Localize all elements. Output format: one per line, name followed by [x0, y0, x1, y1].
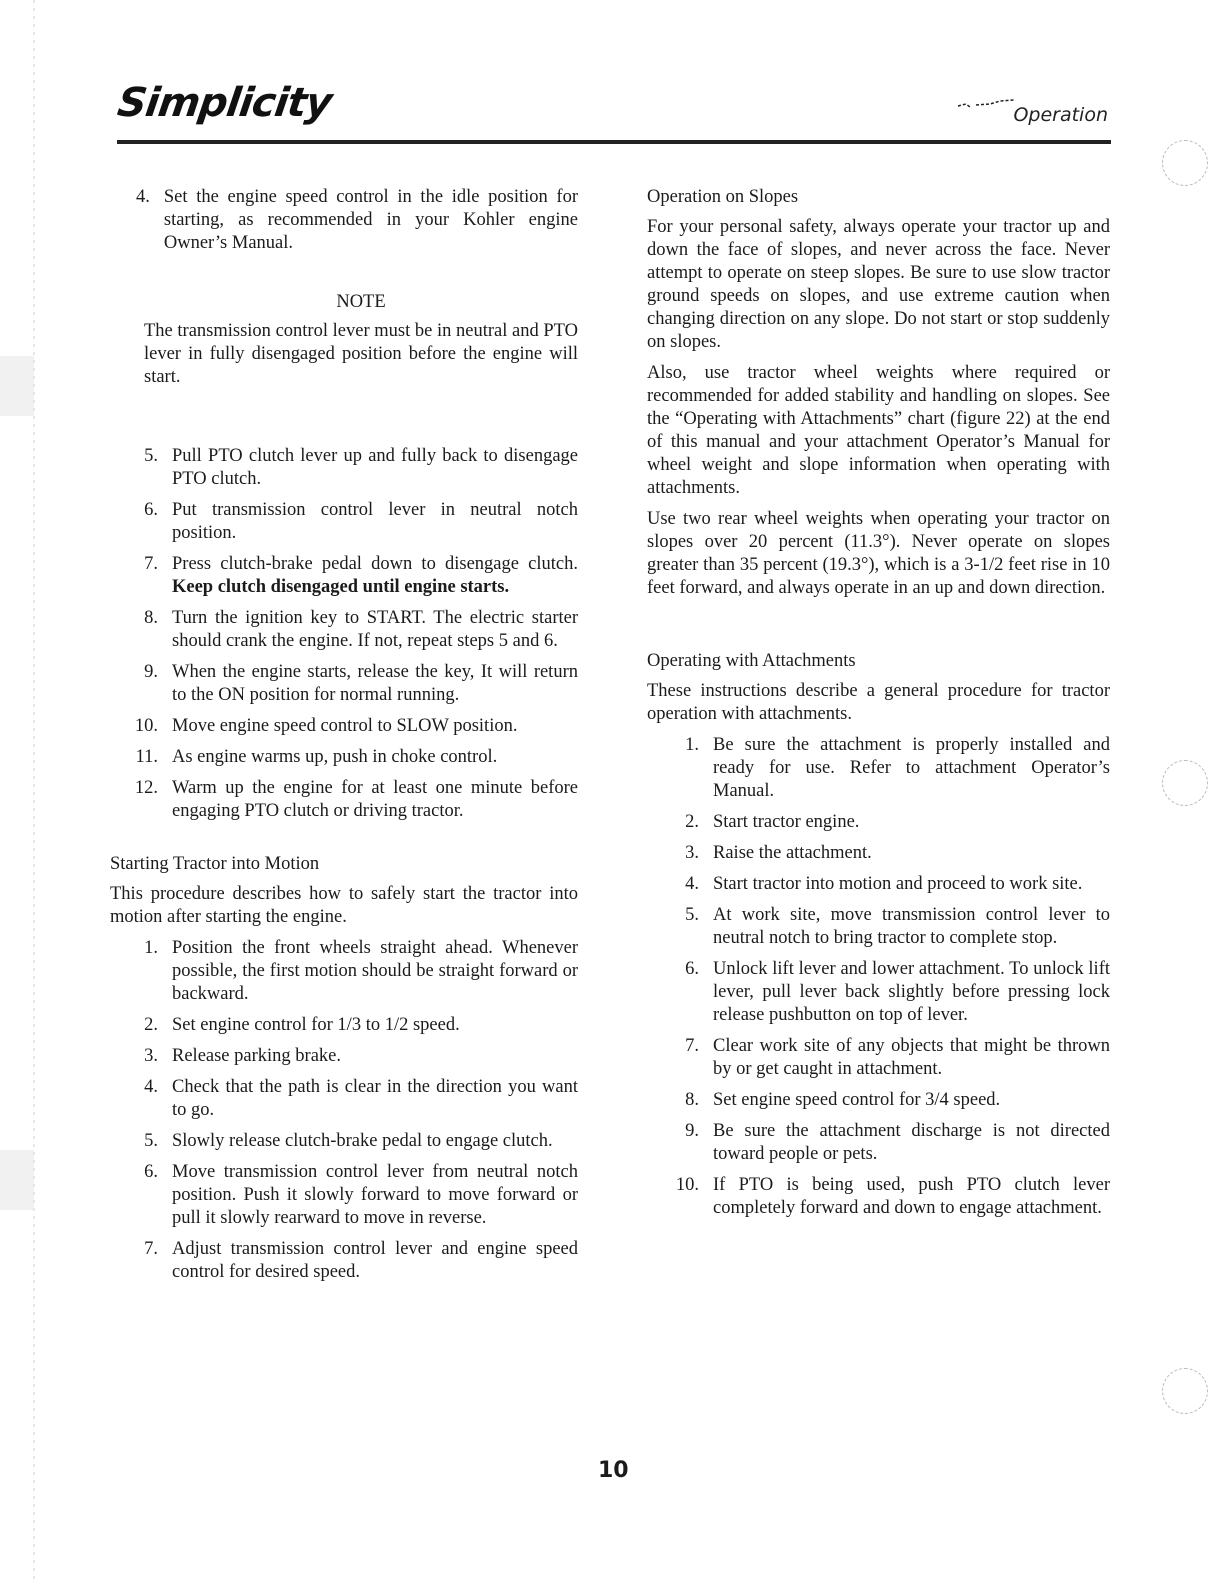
section-heading: Operating with Attachments — [647, 651, 856, 671]
item-text: Unlock lift lever and lower attachment. To unlock lift lever, pull lever back slightly before pressing lock release pushbutton on top of lever. — [713, 959, 1110, 1025]
list-item — [665, 1035, 1110, 1081]
paragraph: For your personal safety, always operate your tractor up and down the face of slopes, and never across the face. Never attempt to operate on steep slopes. Be sure to use slow tractor ground speeds on slopes, and use extreme caution when changing direction on any slope. Do not start or stop suddenly on slopes. — [647, 217, 1110, 352]
item-text: Set the engine speed control in the idle position for starting, as recommended in your Kohler engine Owner’s Manual. — [163, 187, 578, 253]
item-text: Warm up the engine for at least one minute before engaging PTO clutch or driving tractor. — [172, 778, 578, 821]
item-number: 5. — [685, 905, 699, 925]
item-number: 1. — [144, 938, 158, 958]
item-number: 4. — [136, 187, 150, 207]
note-block — [144, 291, 578, 389]
attachments-section — [647, 650, 1110, 1220]
section-heading: Operation on Slopes — [647, 187, 799, 207]
item-number: 9. — [685, 1121, 699, 1141]
hole-punch-mark-top — [1162, 140, 1208, 186]
item-number: 4. — [685, 874, 699, 894]
header-scribble-icon — [956, 98, 1016, 110]
item-number: 8. — [144, 608, 158, 628]
item-number: 9. — [144, 662, 158, 682]
item-text: When the engine starts, release the key, It will return to the ON position for normal running. — [172, 662, 578, 705]
item-text: Clear work site of any objects that might be thrown by or get caught in attachment. — [713, 1036, 1110, 1079]
list-item — [132, 499, 578, 545]
list-item — [132, 1161, 578, 1230]
list-item — [132, 1045, 578, 1068]
note-title: NOTE — [336, 292, 386, 312]
item-text: Be sure the attachment discharge is not directed toward people or pets. — [713, 1121, 1110, 1164]
list-item — [132, 937, 578, 1006]
item-number: 3. — [144, 1046, 158, 1066]
item-number: 11. — [135, 747, 158, 767]
list-item — [132, 746, 578, 769]
item-text: Start tractor engine. — [713, 812, 860, 832]
item-text: Release parking brake. — [172, 1046, 341, 1066]
item-number: 12. — [134, 778, 158, 798]
item-text-emphasis: Keep clutch disengaged until engine starts. — [172, 577, 510, 597]
item-number: 1. — [685, 735, 699, 755]
list-item — [665, 958, 1110, 1027]
paragraph: Also, use tractor wheel weights where required or recommended for added stability and handling on slopes. See the “Operating with Attachments” chart (figure 22) at the end of this manual and your attachment Operator’s Manual for wheel weight and slope information when operating with attachments. — [647, 363, 1110, 498]
item-number: 6. — [144, 1162, 158, 1182]
list-item — [132, 445, 578, 491]
list-item — [132, 553, 578, 599]
item-number: 6. — [685, 959, 699, 979]
list-item — [665, 734, 1110, 803]
motion-steps — [132, 937, 578, 1284]
list-item — [665, 873, 1110, 896]
list-item — [132, 777, 578, 823]
item-number: 2. — [685, 812, 699, 832]
section-intro: This procedure describes how to safely start the tractor into motion after starting the engine. — [110, 884, 578, 927]
item-number: 8. — [685, 1090, 699, 1110]
scan-edge-marks — [0, 0, 40, 1584]
motion-section — [110, 853, 578, 1284]
item-text: Slowly release clutch-brake pedal to engage clutch. — [172, 1131, 553, 1151]
item-text: As engine warms up, push in choke control. — [172, 747, 498, 767]
item-text-plain: Press clutch-brake pedal down to disengage clutch. — [172, 554, 578, 574]
list-item — [665, 1174, 1110, 1220]
item-number: 5. — [144, 446, 158, 466]
attachment-steps — [665, 734, 1110, 1220]
list-item — [132, 607, 578, 653]
list-item — [132, 1238, 578, 1284]
list-item — [665, 904, 1110, 950]
item-text: Position the front wheels straight ahead. Whenever possible, the first motion should be straight forward or backward. — [172, 938, 578, 1004]
item-text — [172, 553, 578, 599]
page-number: 10 — [598, 1458, 629, 1483]
section-intro: These instructions describe a general procedure for tractor operation with attachments. — [647, 681, 1110, 724]
item-text: Adjust transmission control lever and engine speed control for desired speed. — [172, 1239, 578, 1282]
item-number: 7. — [685, 1036, 699, 1056]
item-number: 7. — [144, 1239, 158, 1259]
item-number: 5. — [144, 1131, 158, 1151]
item-number: 7. — [144, 554, 158, 574]
list-item — [665, 1120, 1110, 1166]
item-text: Set engine speed control for 3/4 speed. — [713, 1090, 1001, 1110]
item-number: 10. — [675, 1175, 699, 1195]
header-rule — [117, 140, 1111, 144]
item-number: 4. — [144, 1077, 158, 1097]
paragraph: Use two rear wheel weights when operating your tractor on slopes over 20 percent (11.3°). Never operate on slopes greater than 35 percent (19.3°), which is a 3-1/2 feet rise in 10 feet forward, and always operate in an up and down direction. — [647, 509, 1110, 598]
hole-punch-mark-middle — [1162, 760, 1208, 806]
item-text: Move transmission control lever from neutral notch position. Push it slowly forward to move forward or pull it slowly rearward to move in reverse. — [172, 1162, 578, 1228]
item-text: Raise the attachment. — [713, 843, 872, 863]
section-label: Operation — [1013, 104, 1108, 126]
item-text: Start tractor into motion and proceed to work site. — [713, 874, 1083, 894]
slopes-section — [647, 186, 1110, 600]
item-text: Check that the path is clear in the direction you want to go. — [172, 1077, 578, 1120]
list-item — [136, 186, 578, 255]
item-number: 10. — [134, 716, 158, 736]
item-text: If PTO is being used, push PTO clutch lever completely forward and down to engage attachment. — [713, 1175, 1110, 1218]
item-number: 3. — [685, 843, 699, 863]
item-number: 2. — [144, 1015, 158, 1035]
item-text: Turn the ignition key to START. The electric starter should crank the engine. If not, repeat steps 5 and 6. — [172, 608, 578, 651]
item-text: Set engine control for 1/3 to 1/2 speed. — [172, 1015, 460, 1035]
item-number: 6. — [144, 500, 158, 520]
section-heading: Starting Tractor into Motion — [110, 854, 320, 874]
item-text: Pull PTO clutch lever up and fully back to disengage PTO clutch. — [172, 446, 578, 489]
note-text: The transmission control lever must be in neutral and PTO lever in fully disengaged position before the engine will start. — [144, 321, 578, 387]
list-item — [665, 811, 1110, 834]
brand-logo: Simplicity — [114, 80, 335, 126]
right-column — [647, 186, 1110, 1228]
list-item — [665, 1089, 1110, 1112]
left-column — [110, 186, 578, 1292]
list-item — [665, 842, 1110, 865]
list-item — [132, 715, 578, 738]
item-text: Be sure the attachment is properly installed and ready for use. Refer to attachment Operator’s Manual. — [713, 735, 1110, 801]
list-item — [132, 661, 578, 707]
list-item — [132, 1130, 578, 1153]
item-text: At work site, move transmission control lever to neutral notch to bring tractor to complete stop. — [713, 905, 1110, 948]
item-text: Move engine speed control to SLOW position. — [172, 716, 518, 736]
startup-steps — [132, 445, 578, 823]
hole-punch-mark-bottom — [1162, 1368, 1208, 1414]
list-item — [132, 1076, 578, 1122]
list-item — [132, 1014, 578, 1037]
item-text: Put transmission control lever in neutral notch position. — [172, 500, 578, 543]
